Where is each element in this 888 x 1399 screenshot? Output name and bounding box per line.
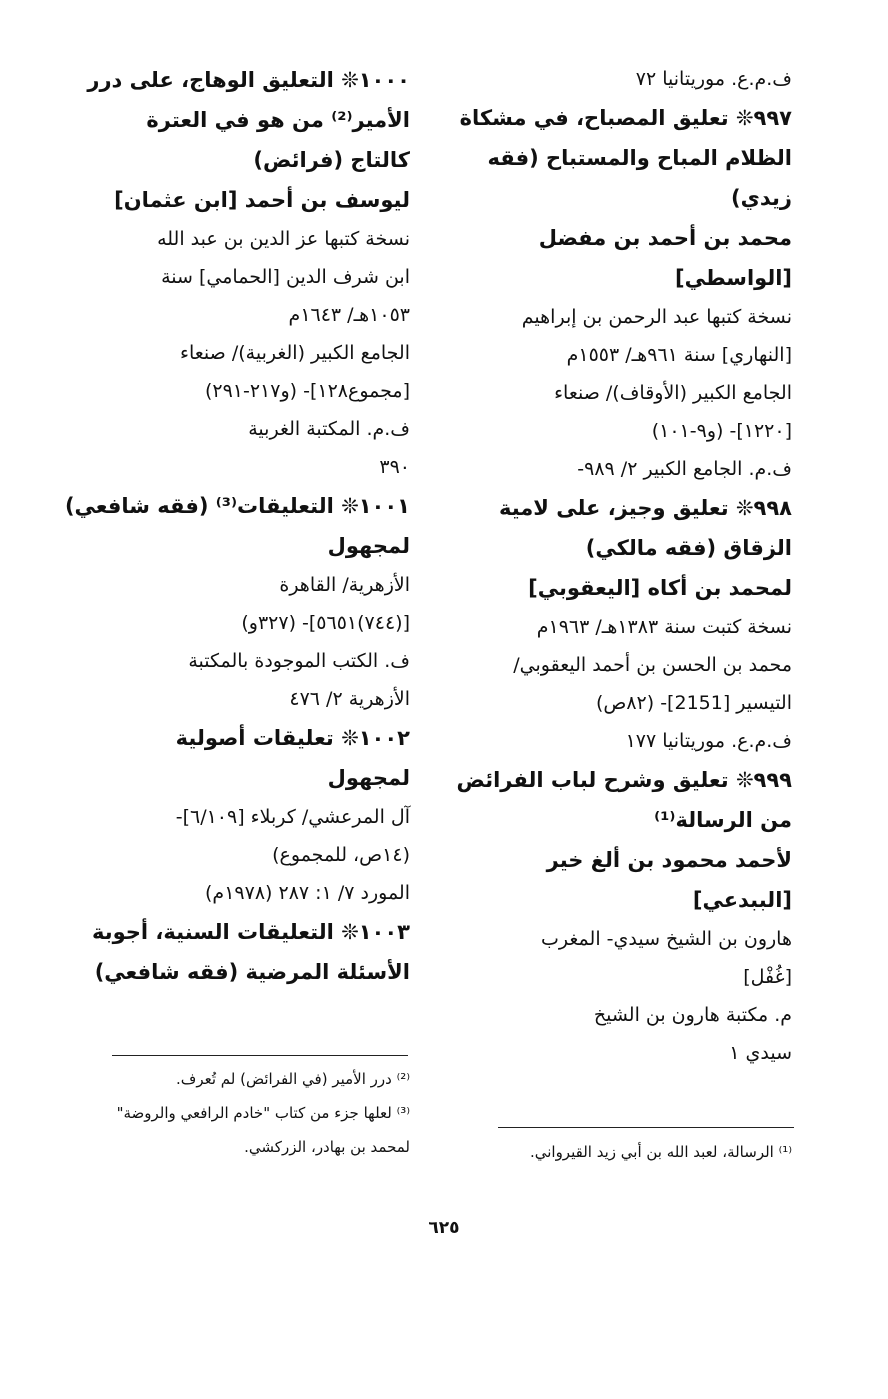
right-column-line: [الواسطي] <box>675 266 792 290</box>
left-column-line: المورد ٧/ ١: ٢٨٧ (١٩٧٨م) <box>205 882 410 904</box>
footnote-line: لمحمد بن بهادر، الزركشي. <box>244 1138 410 1156</box>
right-column-line: محمد بن الحسن بن أحمد اليعقوبي/ <box>513 654 792 676</box>
right-column-line: ف.م.ع. موريتانيا ٧٢ <box>635 68 792 90</box>
left-column-line: [(٧٤٤)٥٦٥١]- (٣٢٧و) <box>241 612 410 634</box>
footnotes-right <box>462 1135 792 1169</box>
right-column-line: م. مكتبة هارون بن الشيخ <box>593 1004 792 1026</box>
right-column-line: نسخة كتبت سنة ١٣٨٣هـ/ ١٩٦٣م <box>536 616 792 638</box>
right-column <box>432 60 792 1072</box>
left-column-line: (١٤ص، للمجموع) <box>272 844 410 866</box>
left-column-line: الأزهرية ٢/ ٤٧٦ <box>289 688 410 710</box>
left-column-line: الأسئلة المرضية (فقه شافعي) <box>94 960 410 984</box>
left-column-line: نسخة كتبها عز الدين بن عبد الله <box>157 228 410 250</box>
right-column-line: ف.م.ع. موريتانيا ١٧٧ <box>625 730 792 752</box>
right-column-line: [الببدعي] <box>692 888 792 912</box>
right-column-line: [النهاري] سنة ٩٦١هـ/ ١٥٥٣م <box>566 344 792 366</box>
left-column-line: [مجموع١٢٨]- (و٢١٧-٢٩١) <box>204 380 410 402</box>
left-column-line: ٣٩٠ <box>379 456 410 478</box>
right-column-line: ف.م. الجامع الكبير ٢/ ٩٨٩- <box>577 458 792 480</box>
left-column-line: ١٠٠١❊ التعليقات⁽³⁾ (فقه شافعي) <box>64 494 410 518</box>
right-column-line: التيسير [2151]- (٨٢ص) <box>595 692 792 714</box>
right-column-line: الظلام المباح والمستباح (فقه <box>487 146 792 170</box>
left-column-line: ١٠٠٢❊ تعليقات أصولية <box>175 726 410 750</box>
right-column-line: [١٢٢٠]- (و٩-١٠١) <box>651 420 792 442</box>
right-column-line: زيدي) <box>731 186 792 210</box>
left-column-line: كالتاج (فرائض) <box>253 148 410 172</box>
right-column-line: من الرسالة⁽¹⁾ <box>654 808 792 832</box>
right-column-line: الزقاق (فقه مالكي) <box>585 536 792 560</box>
right-column-line: [غُفْل] <box>743 966 792 988</box>
left-column-line: الأمير⁽²⁾ من هو في العترة <box>146 108 410 132</box>
page-number: ٦٢٥ <box>428 1218 460 1238</box>
right-column-line: ٩٩٧❊ تعليق المصباح، في مشكاة <box>459 106 792 130</box>
right-column-line: هارون بن الشيخ سيدي- المغرب <box>541 928 792 950</box>
right-column-line: ٩٩٨❊ تعليق وجيز، على لامية <box>498 496 792 520</box>
left-column-line: ف. الكتب الموجودة بالمكتبة <box>188 650 410 672</box>
left-column-line: لمجهول <box>327 766 410 790</box>
left-column-line: الجامع الكبير (الغربية)/ صنعاء <box>180 342 410 364</box>
footnote-line: ⁽¹⁾ الرسالة، لعبد الله بن أبي زيد القيرواني. <box>529 1143 792 1161</box>
right-column-line: لأحمد محمود بن ألغ خير <box>546 848 792 872</box>
right-column-line: محمد بن أحمد بن مفضل <box>538 226 792 250</box>
left-column-line: آل المرعشي/ كربلاء [٦/١٠٩]- <box>175 806 410 828</box>
footnote-divider-left <box>112 1055 408 1056</box>
left-column-line: الأزهرية/ القاهرة <box>279 574 410 596</box>
left-column <box>64 60 410 992</box>
footnotes-left <box>80 1062 410 1164</box>
right-column-line: سيدي ١ <box>729 1042 792 1064</box>
left-column-line: ابن شرف الدين [الحمامي] سنة <box>161 266 410 288</box>
right-column-line: الجامع الكبير (الأوقاف)/ صنعاء <box>554 382 792 404</box>
left-column-line: ١٠٠٠❊ التعليق الوهاج، على درر <box>87 68 410 92</box>
left-column-line: لمجهول <box>327 534 410 558</box>
right-column-line: نسخة كتبها عبد الرحمن بن إبراهيم <box>521 306 792 328</box>
footnote-divider-right <box>498 1127 794 1128</box>
left-column-line: ١٠٠٣❊ التعليقات السنية، أجوبة <box>92 920 410 944</box>
footnote-line: ⁽²⁾ درر الأمير (في الفرائض) لم تُعرف. <box>176 1070 410 1088</box>
left-column-line: ١٠٥٣هـ/ ١٦٤٣م <box>288 304 410 326</box>
right-column-line: لمحمد بن أكاه [اليعقوبي] <box>528 576 792 600</box>
left-column-line: ف.م. المكتبة الغربية <box>248 418 410 440</box>
right-column-line: ٩٩٩❊ تعليق وشرح لباب الفرائض <box>456 768 792 792</box>
footnote-line: ⁽³⁾ لعلها جزء من كتاب "خادم الرافعي والروضة" <box>116 1104 410 1122</box>
left-column-line: ليوسف بن أحمد [ابن عثمان] <box>114 188 410 212</box>
